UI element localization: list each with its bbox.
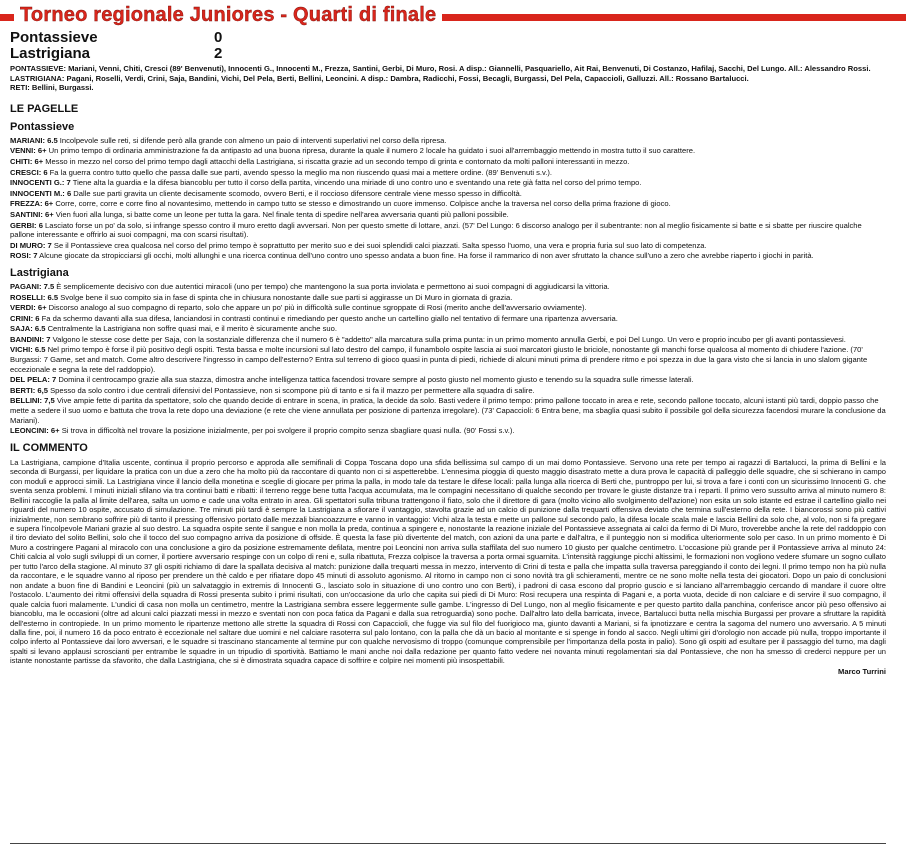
player-comment: Corre, corre, corre e corre fino al novantesimo, mettendo in campo tutto se stesso e dimostrando un cuore immenso. Colpisce anche la traversa nel corso della prima frazione di gioco. <box>53 199 671 209</box>
player-grade: CRINI: 6 <box>10 313 40 323</box>
home-grades-list <box>10 136 886 261</box>
player-grade: BERTI: 6,5 <box>10 385 48 395</box>
player-comment: Dalle sue parti gravita un cliente decisamente scomodo, ovvero Berti, e il roccioso difensore centrale viene messo spesso in difficoltà. <box>71 188 522 198</box>
player-grade: INNOCENTI G.: 7 <box>10 178 71 188</box>
bottom-divider <box>10 843 886 844</box>
grade-entry <box>10 157 886 167</box>
goal-scorers: RETI: Bellini, Burgassi. <box>10 83 94 93</box>
away-team-name: Lastrigiana <box>10 45 91 62</box>
player-comment: Tiene alta la guardia e la difesa biancoblu per tutto il corso della partita, vincendo una miriade di uno contro uno e sventando una rete già fatta nel corso del primo tempo. <box>70 178 642 188</box>
player-comment: Alcune giocate da stropicciarsi gli occhi, molti allunghi e una ricerca continua dell'uno contro uno spesso andata a buon fine. Ha forse il rammarico di non aver sfruttato la chance sull'uno a zero che avrebbe riaperto i giochi in parità. <box>37 251 814 261</box>
player-comment: Vive ampie fette di partita da spettatore, solo che quando decide di entrare in scena, in pratica, la decide da solo. Basti vedere il primo tempo: primo pallone toccato in area e rete, secondo pallone toccato, alcuni istanti più tardi, doppio passo che mette a sedere il suo uomo e battuta che trova la rete dopo una deviazione (e rete che viene annullata per posizione di partenza irregolare). (73' Capaccioli: 6 Entra bene, ma sbaglia quasi subito il possibile gol della sicurezza facendosi murare la conclusione da Mariani). <box>10 396 886 425</box>
grade-entry <box>10 375 886 385</box>
grade-entry <box>10 146 886 156</box>
header-banner <box>0 4 906 26</box>
player-grade: CRESCI: 6 <box>10 167 48 177</box>
player-grade: BELLINI: 7,5 <box>10 396 55 406</box>
home-team-name: Pontassieve <box>10 29 98 46</box>
player-comment: Centralmente la Lastrigiana non soffre quasi mai, e il merito è sicuramente anche suo. <box>45 324 337 334</box>
player-comment: Messo in mezzo nel corso del primo tempo dagli attacchi della Lastrigiana, si riscatta grazie ad un secondo tempo di grinta e contornato da molti palloni interessanti in mezzo. <box>43 156 630 166</box>
player-grade: SAJA: 6.5 <box>10 324 46 334</box>
player-comment: Discorso analogo al suo compagno di reparto, solo che appare un po' più in difficoltà sulle continue sgroppate di Rosi (merito anche dell'avversario ovviamente). <box>46 303 587 313</box>
player-grade: ROSI: 7 <box>10 251 38 261</box>
article <box>10 30 886 677</box>
player-grade: VERDI: 6+ <box>10 303 47 313</box>
pagelle-away-heading: Lastrigiana <box>10 266 69 279</box>
home-team-score: 0 <box>214 29 223 46</box>
away-team-score: 2 <box>214 45 223 62</box>
player-comment: Se il Pontassieve crea qualcosa nel corso del primo tempo è soprattutto per merito suo e dei suoi splendidi calci piazzati. Salta spesso l'uomo, una vera e propria furia sul suo lato di competenza. <box>51 240 707 250</box>
grade-entry <box>10 396 886 425</box>
player-grade: GERBI: 6 <box>10 220 43 230</box>
commento-heading: IL COMMENTO <box>10 441 88 454</box>
player-grade: MARIANI: 6.5 <box>10 135 58 145</box>
grade-entry <box>10 199 886 209</box>
page-title: Torneo regionale Juniores - Quarti di finale <box>14 4 442 26</box>
player-grade: LEONCINI: 6+ <box>10 426 60 436</box>
player-grade: CHITI: 6+ <box>10 156 44 166</box>
grade-entry <box>10 303 886 313</box>
player-comment: Nel primo tempo è forse il più positivo degli ospiti. Testa bassa e molte incursioni sul lato destro del campo, il funambolo ospite lascia ai suoi marcatori giusto le briciole, nonostante gli manchi forse qualcosa al momento di chiudere l'azione. (70' Burgassi: 7 Game, set and match. Come altro descrivere l'ingresso in campo dell'esterno? Entra sul terreno di gioco quasi in punta di piedi, richiede di alcuni minuti prima di prendere ritmo e poi spezza in due la gara visto che si lancia in uno slalom gigante eccezionale e segna la rete del raddoppio). <box>10 345 868 374</box>
player-comment: Domina il centrocampo grazie alla sua stazza, dimostra anche intelligenza tattica facendosi trovare sempre al posto giusto nel momento giusto e tenendo su la squadra sulle rimesse laterali. <box>56 375 694 385</box>
score-row-home <box>10 30 886 46</box>
grade-entry <box>10 345 886 374</box>
player-grade: ROSELLI: 6.5 <box>10 292 59 302</box>
player-comment: Un primo tempo di ordinaria amministrazione fa da antipasto ad una buona ripresa, durante la quale il numero 2 locale ha guidato i suoi all'arrembaggio mettendo in mostra tutto il suo carattere. <box>46 146 696 156</box>
player-comment: Spesso da solo contro i due centrali difensivi del Pontassieve, non si scompone più di tanto e si fa il mazzo per permettere alla squadra di salire. <box>47 385 535 395</box>
home-lineup: PONTASSIEVE: Mariani, Venni, Chiti, Cresci (89' Benvenuti), Innocenti G., Innocenti M., Frezza, Santini, Gerbi, Di Muro, Rosi. A disp.: Giannelli, Pasquariello, Ait Rai, Benvenuti, Di Costanzo, Hafilaj, Sacchi, Del Lungo. All.: Alessandro Rossi. <box>10 64 871 73</box>
article-author: Marco Turrini <box>838 666 886 676</box>
player-comment: Si trova in difficoltà nel trovare la posizione inizialmente, per poi svolgere il proprio compito senza sbagliare quasi nulla. (90' Fossi s.v.). <box>59 426 515 436</box>
grade-entry <box>10 210 886 220</box>
grade-entry <box>10 426 886 436</box>
grade-entry <box>10 241 886 251</box>
grade-entry <box>10 324 886 334</box>
player-grade: VICHI: 6.5 <box>10 345 46 355</box>
grade-entry <box>10 168 886 178</box>
pagelle-heading: LE PAGELLE <box>10 102 79 115</box>
grade-entry <box>10 136 886 146</box>
grade-entry <box>10 178 886 188</box>
away-lineup: LASTRIGIANA: Pagani, Roselli, Verdi, Crini, Saja, Bandini, Vichi, Del Pela, Berti, Bellini, Leoncini. A disp.: Dambra, Radicchi, Fossi, Becagli, Burgassi, Del Pela, Capaccioli, Galluzzi. All.: Rossano Bartalucci. <box>10 73 749 83</box>
grade-entry <box>10 189 886 199</box>
player-grade: VENNI: 6+ <box>10 146 47 156</box>
player-grade: DEL PELA: 7 <box>10 375 57 385</box>
player-grade: INNOCENTI M.: 6 <box>10 188 72 198</box>
player-grade: FREZZA: 6+ <box>10 199 54 209</box>
player-grade: PAGANI: 7.5 <box>10 281 55 291</box>
player-grade: SANTINI: 6+ <box>10 209 54 219</box>
grade-entry <box>10 335 886 345</box>
grade-entry <box>10 251 886 261</box>
player-grade: DI MURO: 7 <box>10 240 52 250</box>
grade-entry <box>10 293 886 303</box>
pagelle-home-heading: Pontassieve <box>10 120 75 133</box>
grade-entry <box>10 386 886 396</box>
player-comment: Lasciato forse un po' da solo, si infrange spesso contro il muro eretto dagli avversari. Non per questo smette di lottare, anzi. (57' Del Lungo: 6 discorso analogo per il subentrante: non al meglio fisicamente si batte e si sbatte per riuscire qualche pallone interessante e offrirlo ai suoi compagni, ma con scarsi risultati). <box>10 220 862 240</box>
player-comment: Incolpevole sulle reti, si difende però alla grande con almeno un paio di interventi superlativi nel corso della ripresa. <box>57 135 447 145</box>
away-grades-list <box>10 282 886 436</box>
grade-entry <box>10 221 886 240</box>
commento-text: La Lastrigiana, campione d'Italia uscente, continua il proprio percorso e approda alle semifinali di Coppa Toscana dopo una sfida bellissima sul campo di un mai domo Pontassieve. Servono una rete per tempo ai ragazzi di Bartalucci, la prima di Bellini e la seconda di Burgassi, per liquidare la pratica con un due a zero che ha molto più da raccontare di quanto non ci si aspetterebbe. L'ennesima pioggia di questo maggio disastrato mette a dura prova le capacità di palleggio delle squadre, che si schierano in campo con moduli e approcci simili. La Lastrigiana vince il lancio della monetina e sceglie di giocare per prima la palla, in modo tale da testare le difese locali: palla lunga alla ricerca di Berti che, puntroppo per lui, si trova a fare i conti con un sicurissimo Innocenti G. che sventa senza problemi. I minuti iniziali sfilano via tra continui batti e ribatti: il terreno regge bene tutta l'acqua accumulata, ma le compagini necessitano di qualche secondo per trovare le giuste distanze tra i reparti. Il primo vero sussulto arriva al minuto numero 8: Bellini raccoglie la palla al limite dell'area, salta un uomo e cade una volta entrato in area. Gli spettatori sulla tribuna trattengono il fiato, solo che il direttore di gara (molto vicino allo svolgimento dell'azione) non esita un solo istante ed estrae il cartellino giallo nei riguardi del numero 10 ospite, accusato di simulazione. Tre minuti più tardi è sempre la Lastrigiana a sfiorare il vantaggio, stavolta grazie ad un calcio di punizione dalla trequarti offensiva deviato che termina sull'esterno della rete. I biancorossi sono più cattivi inizialmente, non sembrano soffrire più di tanto il pressing offensivo portato dalle mezzali biancoazzurre e vanno in vantaggio: Vichi alza la testa e mette un pallone sul secondo palo, la difesa locale scala male e lascia Bellini da solo che, al volo, non si fa pregare e supera l'incolpevole Mariani grazie al suo destro. La squadra ospite sente il sangue e non molla la preda, continua a spingere e, nonostante la reazione iniziale del Pontassieve assegnata ai calci da fermo di Di Muro, troverebbe anche la rete del raddoppio con il tiro deviato del solito Bellini, solo che il tocco del suo compagno arriva da posizione di offside. È questa la fase più divertente del match, con azioni da una parte e dall'altra, e il punteggio non si modifica ulteriormente solo per caso. In un primo momento è Di Muro a costringere Pagani al miracolo con una conclusione a giro da posizione estremamente defilata, mentre poi Leoncini non arriva sulla staffilata del suo numero 10 giusto per qualche centimetro. L'occasione più grande per il Pontassieve arriva al minuto 24: Chiti calcia al volo sugli sviluppi di un corner, il portiere avversario respinge con un colpo di reni e, sulla ribattuta, Frezza colpisce la traversa a porta ormai sguarnita. L'intensità raggiunge picchi altissimi, le formazioni non vogliono vedere sfumare un sogno cullato per tutto l'arco della stagione. Al minuto 37 gli ospiti richiamo di dare la spallata decisiva al match: punizione dalla trequarti messa in mezzo, intervento di Crini di testa e palla che impatta sulla traversa pareggiando il conto dei legni. Il primo tempo non ha più nulla da raccontare, e le squadre vanno al riposo per prendere un thè caldo e per rifiatare dopo 45 minuti di assoluto agonismo. Al ritorno in campo non ci sono novità tra gli schieramenti, mentre ce ne sono molte nella testa dei giocatori. Dopo un paio di conclusioni non andate a buon fine di Bandini e Leoncini (più un salvataggio in extremis di Innocenti G., lasciato solo in situazione di uno contro uno con Berti), i padroni di casa escono dal proprio guscio e si lanciano all'arrembaggio cercando di mandare il cuore oltre l'ostacolo. L'aumento dei ritmi offensivi della squadra di Rossi presenta subito i primi risultati, con un'occasione da urlo che capita sui piedi di Di Muro: Rosi recupera una respinta di Pagani e, a porta vuota, decide di non calciare e di servire il suo compagno, il quale calcia fuori malamente. L'undici di casa non molla un centimetro, mentre la Lastrigiana sembra essere leggermente sulle gambe. L'ingresso di Del Lungo, non al meglio fisicamente e per questo partito dalla panchina, conferisce ancor più peso offensivo ai biancoblu, ma le occasioni (oltre ad alcuni calci piazzati messi in mezzo e sventati non con poca fatica da Pagani e dalla sua retroguardia) sono poche. Dall'altro lato della barricata, invece, Bartalucci butta nella mischia Burgassi per provare a sfruttare la rapidità dell'esterno in contropiede. In un primo momento le ripartenze mettono alle strette la squadra di Rossi con Capaccioli, che fugge via sul filo del fuorigioco ma, giunto davanti a Mariani, si fa ipnotizzare e centra la sagoma del numero uno avversario. A 5 minuti dalla fine, poi, il numero 16 da poco entrato è eccezionale nel saltare due uomini e nel calciare rasoterra sul palo lontano, con la palla che dà un bacio al montante e si spenge in fondo al sacco. Negli ultimi giri d'orologio non accade più nulla, troppo importante il colpo inferto al Pontassieve dai loro avversari, e le squadre si trascinano stancamente al termine pur con qualche nervosismo di troppo (comunque comprensibile per l'importanza della posta in palio). Sono gli ospiti ad esultare per il passaggio del turno, ma dagli spalti si levano applausi scroscianti per entrambe le squadre in un tripudio di sportività. Battiamo le mani anche noi dalla redazione per quanto fatto vedere nei novanta minuti regolamentari sia dal Pontassieve, che non ha smesso di crederci neppure per un istante nonostante partisse da sfavorito, che dalla Lastrigiana, che si è dimostrata squadra capace di soffrire e colpire nei momenti più insospettabili. <box>10 457 886 666</box>
score-row-away <box>10 46 886 62</box>
player-comment: Svolge bene il suo compito sia in fase di spinta che in chiusura nonostante dalle sue parti si aggirasse un Di Muro in giornata di grazia. <box>58 292 513 302</box>
grade-entry <box>10 314 886 324</box>
player-comment: Fa la guerra contro tutto quello che passa dalle sue parti, avendo spesso la meglio ma non riuscendo quasi mai a mettere ordine. (89' Benvenuti s.v.). <box>47 167 553 177</box>
player-comment: Valgono le stesse cose dette per Saja, con la sostanziale differenza che il numero 6 è "addetto" alla marcatura sulla prima punta: in un primo momento annulla Gerbi, e poi Del Lungo. Un vero e proprio incubo per gli avanti pontassievesi. <box>50 334 846 344</box>
player-comment: Fa da schermo davanti alla sua difesa, lanciandosi in contrasti continui e rimediando per questo anche un cartellino giallo nel tentativo di fermare una ripartenza avversaria. <box>39 313 618 323</box>
player-comment: È semplicemente decisivo con due autentici miracoli (uno per tempo) che mantengono la sua porta inviolata e permettono ai suoi compagni di aggiudicarsi la vittoria. <box>54 281 610 291</box>
grade-entry <box>10 282 886 292</box>
player-grade: BANDINI: 7 <box>10 334 51 344</box>
player-comment: Vien fuori alla lunga, si batte come un leone per tutta la gara. Nel finale tenta di spedire nell'area avversaria quanti più palloni possibile. <box>53 209 509 219</box>
